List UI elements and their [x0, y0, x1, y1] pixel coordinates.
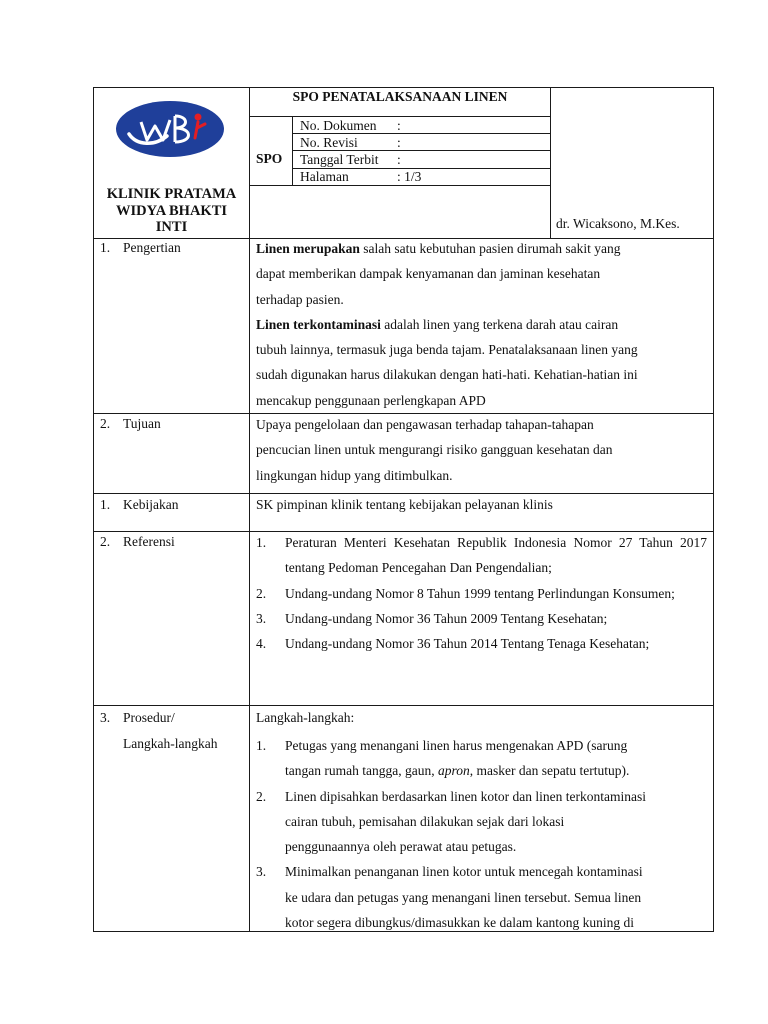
- pengertian-p1-bold: Linen merupakan: [256, 241, 360, 256]
- tujuan-line1: Upaya pengelolaan dan pengawasan terhadap tahapan-tahapan: [256, 417, 594, 432]
- prosedur-step-1-line2-post: , masker dan sepatu tertutup).: [469, 763, 630, 779]
- clinic-name-line-2: WIDYA BHAKTI: [115, 202, 228, 219]
- prosedur-step-3: [256, 859, 708, 935]
- pengertian-p2-rest: adalah linen yang terkena darah atau cairan: [380, 316, 619, 332]
- pengertian-number: 1.: [100, 240, 111, 255]
- pengertian-p1-rest: salah satu kebutuhan pasien dirumah sakit yang: [359, 241, 621, 256]
- pengertian-p2-line3: sudah digunakan harus dilakukan dengan hati-hati. Kehatian-hatian ini: [256, 367, 638, 383]
- pengertian-p2-bold: Linen terkontaminasi: [256, 316, 381, 332]
- meta-dokumen-value: :: [397, 118, 401, 133]
- prosedur-label-line2: Langkah-langkah: [123, 736, 218, 751]
- pengertian-content: [256, 236, 708, 413]
- meta-halaman-value: : 1/3: [397, 169, 422, 184]
- referensi-item-number: 2.: [256, 585, 267, 601]
- prosedur-step-3-line2: ke udara dan petugas yang menangani linen tersebut. Semua linen: [285, 889, 642, 905]
- meta-revisi-value: :: [397, 135, 401, 150]
- prosedur-step-3-number: 3.: [256, 864, 267, 880]
- pengertian-p1-line3: terhadap pasien.: [256, 291, 344, 307]
- tujuan-line2: pencucian linen untuk mengurangi risiko gangguan kesehatan dan: [256, 442, 613, 458]
- row-line-referensi: [93, 705, 714, 706]
- pengertian-label: Pengertian: [123, 240, 181, 255]
- prosedur-steps: [256, 733, 708, 935]
- tujuan-line3: lingkungan hidup yang ditimbulkan.: [256, 467, 453, 483]
- prosedur-step-2-line3: penggunaannya oleh perawat atau petugas.: [285, 839, 517, 855]
- prosedur-step-3-line3: kotor segera dibungkus/dimasukkan ke dalam kantong kuning di: [285, 915, 635, 931]
- pengertian-p2-line4: mencakup penggunaan perlengkapan APD: [256, 392, 486, 408]
- table-border-right: [713, 87, 714, 932]
- referensi-item: [256, 606, 707, 631]
- prosedur-step-3-line1: Minimalkan penanganan linen kotor untuk mencegah kontaminasi: [285, 864, 643, 880]
- clinic-logo: [115, 100, 225, 158]
- referensi-item-number: 3.: [256, 610, 267, 626]
- logo-head: [195, 114, 202, 121]
- kebijakan-number: 1.: [100, 497, 111, 512]
- referensi-item-text: Undang-undang Nomor 36 Tahun 2014 Tentang Tenaga Kesehatan;: [285, 636, 650, 652]
- prosedur-intro: Langkah-langkah:: [256, 710, 355, 725]
- tujuan-label: Tujuan: [123, 416, 161, 431]
- clinic-name-line-1: KLINIK PRATAMA: [106, 186, 237, 202]
- referensi-item-text: Undang-undang Nomor 8 Tahun 1999 tentang Perlindungan Konsumen;: [285, 585, 675, 601]
- referensi-label: Referensi: [123, 534, 175, 549]
- logo-oval: [116, 101, 224, 157]
- signatory: dr. Wicaksono, M.Kes.: [556, 216, 680, 231]
- prosedur-step-1-number: 1.: [256, 738, 267, 753]
- clinic-name: [94, 186, 249, 236]
- document-title: SPO PENATALAKSANAAN LINEN: [292, 89, 508, 104]
- referensi-number: 2.: [100, 534, 111, 549]
- referensi-item: [256, 631, 707, 656]
- kebijakan-text: SK pimpinan klinik tentang kebijakan pelayanan klinis: [256, 497, 553, 512]
- referensi-item-text: Undang-undang Nomor 36 Tahun 2009 Tentang Kesehatan;: [285, 610, 608, 626]
- prosedur-step-2: [256, 784, 708, 860]
- prosedur-step-2-number: 2.: [256, 788, 267, 804]
- clinic-name-line-3: INTI: [155, 219, 188, 235]
- referensi-item-number: 4.: [256, 636, 267, 652]
- prosedur-step-1: [256, 733, 708, 784]
- referensi-item: [256, 530, 707, 581]
- pengertian-p2-line1: [256, 312, 708, 337]
- prosedur-step-1-line1: Petugas yang menangani linen harus mengenakan APD (sarung: [285, 738, 628, 753]
- referensi-item: [256, 581, 707, 606]
- prosedur-step-2-line2: cairan tubuh, pemisahan dilakukan sejak dari lokasi: [285, 813, 565, 829]
- prosedur-step-1-line2: [285, 758, 708, 783]
- prosedur-label-line1: Prosedur/: [123, 710, 175, 725]
- kebijakan-label: Kebijakan: [123, 497, 179, 512]
- meta-tanggal-label: Tanggal Terbit: [300, 152, 379, 167]
- prosedur-number: 3.: [100, 710, 111, 725]
- meta-halaman-label: Halaman: [300, 169, 349, 184]
- tujuan-content: [256, 412, 708, 488]
- column-divider: [249, 87, 250, 932]
- meta-dokumen-label: No. Dokumen: [300, 118, 377, 133]
- referensi-item-number: 1.: [256, 535, 267, 550]
- spo-label: SPO: [256, 151, 283, 166]
- pengertian-p2-line2: tubuh lainnya, termasuk juga benda tajam. Penatalaksanaan linen yang: [256, 342, 638, 358]
- meta-revisi-label: No. Revisi: [300, 135, 358, 150]
- header-divider-right: [550, 87, 551, 239]
- referensi-item-text: Peraturan Menteri Kesehatan Republik Indonesia Nomor 27 Tahun 2017 tentang Pedoman Pencegahan Dan Pengendalian;: [285, 535, 707, 576]
- meta-tanggal-value: :: [397, 152, 401, 167]
- spo-divider: [292, 116, 293, 186]
- prosedur-step-2-line1: Linen dipisahkan berdasarkan linen kotor dan linen terkontaminasi: [285, 788, 647, 804]
- referensi-list: [256, 530, 707, 656]
- row-line-tujuan: [93, 493, 714, 494]
- meta-line-4: [249, 185, 551, 186]
- pengertian-p1-line2: dapat memberikan dampak kenyamanan dan jaminan kesehatan: [256, 266, 601, 282]
- prosedur-step-1-line2-italic: apron: [437, 763, 470, 779]
- prosedur-step-1-line2-pre: tangan rumah tangga, gaun,: [285, 763, 438, 779]
- tujuan-number: 2.: [100, 416, 111, 431]
- pengertian-p1-line1: [256, 236, 708, 261]
